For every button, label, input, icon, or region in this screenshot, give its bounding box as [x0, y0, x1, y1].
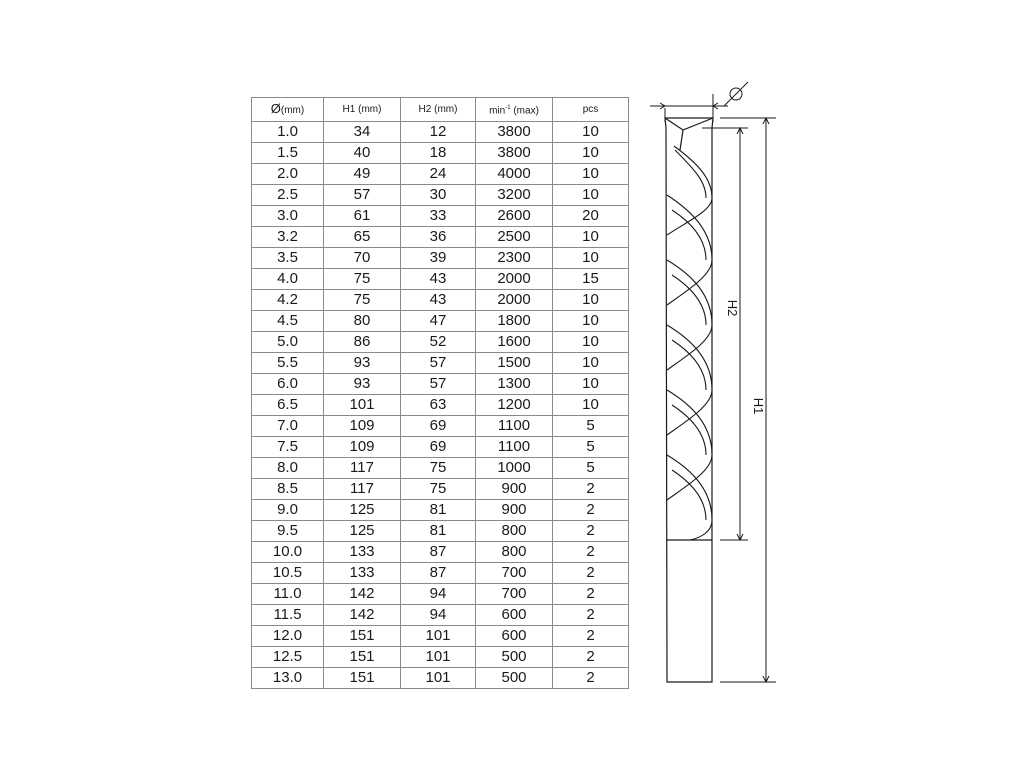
cell-diameter: 10.5	[252, 563, 324, 584]
cell-h1: 75	[324, 290, 401, 311]
cell-h1: 86	[324, 332, 401, 353]
cell-h2: 87	[401, 542, 476, 563]
cell-h1: 101	[324, 395, 401, 416]
cell-diameter: 6.0	[252, 374, 324, 395]
cell-h2: 18	[401, 143, 476, 164]
cell-pcs: 10	[553, 185, 629, 206]
cell-diameter: 3.0	[252, 206, 324, 227]
table-row	[252, 500, 629, 521]
cell-pcs: 2	[553, 563, 629, 584]
cell-diameter: 10.0	[252, 542, 324, 563]
cell-rpm: 600	[476, 626, 553, 647]
table-row	[252, 290, 629, 311]
cell-h1: 80	[324, 311, 401, 332]
cell-rpm: 800	[476, 521, 553, 542]
cell-diameter: 3.5	[252, 248, 324, 269]
cell-pcs: 20	[553, 206, 629, 227]
table-row	[252, 416, 629, 437]
cell-h2: 69	[401, 437, 476, 458]
cell-diameter: 1.5	[252, 143, 324, 164]
table-row	[252, 185, 629, 206]
cell-h1: 133	[324, 563, 401, 584]
cell-h2: 94	[401, 605, 476, 626]
table-row	[252, 626, 629, 647]
header-h1: H1 (mm)	[324, 98, 401, 122]
cell-diameter: 2.0	[252, 164, 324, 185]
cell-h1: 142	[324, 605, 401, 626]
drill-spec-table	[251, 97, 629, 689]
cell-rpm: 4000	[476, 164, 553, 185]
table-row	[252, 647, 629, 668]
cell-diameter: 5.0	[252, 332, 324, 353]
cell-h2: 69	[401, 416, 476, 437]
cell-diameter: 11.0	[252, 584, 324, 605]
cell-diameter: 6.5	[252, 395, 324, 416]
table-row	[252, 605, 629, 626]
table-row	[252, 563, 629, 584]
cell-rpm: 900	[476, 479, 553, 500]
header-pcs: pcs	[553, 98, 629, 122]
cell-diameter: 4.2	[252, 290, 324, 311]
table-row	[252, 143, 629, 164]
cell-diameter: 12.0	[252, 626, 324, 647]
cell-h2: 101	[401, 647, 476, 668]
cell-h2: 75	[401, 479, 476, 500]
cell-h2: 94	[401, 584, 476, 605]
cell-diameter: 5.5	[252, 353, 324, 374]
cell-diameter: 12.5	[252, 647, 324, 668]
cell-h1: 117	[324, 479, 401, 500]
cell-diameter: 1.0	[252, 122, 324, 143]
cell-pcs: 10	[553, 311, 629, 332]
cell-diameter: 13.0	[252, 668, 324, 689]
table-row	[252, 311, 629, 332]
cell-diameter: 8.5	[252, 479, 324, 500]
cell-rpm: 1200	[476, 395, 553, 416]
drill-flutes	[667, 146, 712, 540]
cell-rpm: 2300	[476, 248, 553, 269]
cell-rpm: 600	[476, 605, 553, 626]
cell-rpm: 2600	[476, 206, 553, 227]
cell-h2: 33	[401, 206, 476, 227]
header-rpm: $\min^{-1} (\max)$	[476, 98, 553, 122]
cell-h2: 43	[401, 269, 476, 290]
cell-diameter: 11.5	[252, 605, 324, 626]
cell-rpm: 3800	[476, 122, 553, 143]
cell-rpm: 700	[476, 563, 553, 584]
table-row	[252, 164, 629, 185]
cell-diameter: 4.5	[252, 311, 324, 332]
header-diameter: Ø(mm)	[252, 98, 324, 122]
cell-h1: 57	[324, 185, 401, 206]
cell-pcs: 10	[553, 248, 629, 269]
cell-diameter: 9.0	[252, 500, 324, 521]
cell-diameter: 3.2	[252, 227, 324, 248]
cell-pcs: 5	[553, 416, 629, 437]
cell-rpm: 2500	[476, 227, 553, 248]
cell-h2: 39	[401, 248, 476, 269]
cell-h2: 101	[401, 626, 476, 647]
cell-pcs: 2	[553, 479, 629, 500]
cell-pcs: 10	[553, 353, 629, 374]
cell-h2: 63	[401, 395, 476, 416]
cell-h2: 12	[401, 122, 476, 143]
table-row	[252, 206, 629, 227]
cell-pcs: 2	[553, 647, 629, 668]
cell-pcs: 2	[553, 542, 629, 563]
cell-h1: 93	[324, 374, 401, 395]
cell-pcs: 2	[553, 668, 629, 689]
cell-h1: 117	[324, 458, 401, 479]
cell-h2: 36	[401, 227, 476, 248]
cell-h2: 47	[401, 311, 476, 332]
cell-pcs: 5	[553, 458, 629, 479]
table-row	[252, 353, 629, 374]
cell-pcs: 10	[553, 227, 629, 248]
cell-h2: 101	[401, 668, 476, 689]
cell-h1: 133	[324, 542, 401, 563]
cell-h1: 109	[324, 437, 401, 458]
cell-h2: 30	[401, 185, 476, 206]
cell-rpm: 1000	[476, 458, 553, 479]
cell-pcs: 10	[553, 395, 629, 416]
cell-pcs: 10	[553, 143, 629, 164]
table-row	[252, 668, 629, 689]
cell-rpm: 500	[476, 668, 553, 689]
cell-rpm: 1100	[476, 416, 553, 437]
cell-h2: 81	[401, 521, 476, 542]
table-row	[252, 542, 629, 563]
cell-pcs: 10	[553, 164, 629, 185]
cell-h1: 93	[324, 353, 401, 374]
cell-h2: 81	[401, 500, 476, 521]
cell-h2: 87	[401, 563, 476, 584]
cell-h1: 151	[324, 626, 401, 647]
cell-pcs: 10	[553, 332, 629, 353]
cell-pcs: 10	[553, 122, 629, 143]
drill-bit-diagram	[640, 70, 790, 700]
table-row	[252, 269, 629, 290]
cell-pcs: 2	[553, 626, 629, 647]
cell-pcs: 10	[553, 290, 629, 311]
cell-rpm: 800	[476, 542, 553, 563]
cell-h1: 49	[324, 164, 401, 185]
cell-h1: 65	[324, 227, 401, 248]
table-row	[252, 395, 629, 416]
cell-h1: 109	[324, 416, 401, 437]
header-h2: H2 (mm)	[401, 98, 476, 122]
table-row	[252, 227, 629, 248]
cell-pcs: 2	[553, 521, 629, 542]
cell-rpm: 1500	[476, 353, 553, 374]
cell-h2: 52	[401, 332, 476, 353]
cell-h1: 70	[324, 248, 401, 269]
table-row	[252, 521, 629, 542]
diameter-icon	[724, 82, 748, 106]
cell-diameter: 8.0	[252, 458, 324, 479]
cell-h2: 57	[401, 374, 476, 395]
cell-rpm: 2000	[476, 269, 553, 290]
h1-label: H1	[751, 397, 766, 415]
cell-pcs: 15	[553, 269, 629, 290]
cell-diameter: 9.5	[252, 521, 324, 542]
cell-h1: 142	[324, 584, 401, 605]
h2-label: H2	[725, 299, 740, 317]
cell-rpm: 3800	[476, 143, 553, 164]
cell-h2: 75	[401, 458, 476, 479]
cell-h2: 57	[401, 353, 476, 374]
cell-pcs: 5	[553, 437, 629, 458]
cell-rpm: 700	[476, 584, 553, 605]
cell-pcs: 2	[553, 605, 629, 626]
table-header-row	[252, 98, 629, 122]
cell-h1: 75	[324, 269, 401, 290]
cell-h1: 125	[324, 500, 401, 521]
cell-rpm: 1100	[476, 437, 553, 458]
cell-diameter: 7.5	[252, 437, 324, 458]
cell-h1: 151	[324, 668, 401, 689]
table-row	[252, 248, 629, 269]
table-row	[252, 458, 629, 479]
cell-pcs: 10	[553, 374, 629, 395]
cell-rpm: 3200	[476, 185, 553, 206]
cell-h1: 61	[324, 206, 401, 227]
cell-pcs: 2	[553, 500, 629, 521]
table-row	[252, 479, 629, 500]
cell-rpm: 500	[476, 647, 553, 668]
table-row	[252, 374, 629, 395]
cell-h2: 24	[401, 164, 476, 185]
table-body	[252, 122, 629, 689]
cell-rpm: 2000	[476, 290, 553, 311]
cell-rpm: 1600	[476, 332, 553, 353]
table-row	[252, 332, 629, 353]
cell-pcs: 2	[553, 584, 629, 605]
h1-dimension	[720, 118, 776, 682]
cell-h1: 40	[324, 143, 401, 164]
table-row	[252, 122, 629, 143]
cell-h2: 43	[401, 290, 476, 311]
cell-rpm: 1800	[476, 311, 553, 332]
diameter-symbol: Ø	[270, 100, 281, 116]
table-row	[252, 584, 629, 605]
cell-h1: 34	[324, 122, 401, 143]
cell-diameter: 2.5	[252, 185, 324, 206]
cell-rpm: 1300	[476, 374, 553, 395]
drill-bit-body	[665, 118, 713, 682]
cell-h1: 125	[324, 521, 401, 542]
cell-rpm: 900	[476, 500, 553, 521]
table-row	[252, 437, 629, 458]
cell-diameter: 4.0	[252, 269, 324, 290]
cell-h1: 151	[324, 647, 401, 668]
cell-diameter: 7.0	[252, 416, 324, 437]
